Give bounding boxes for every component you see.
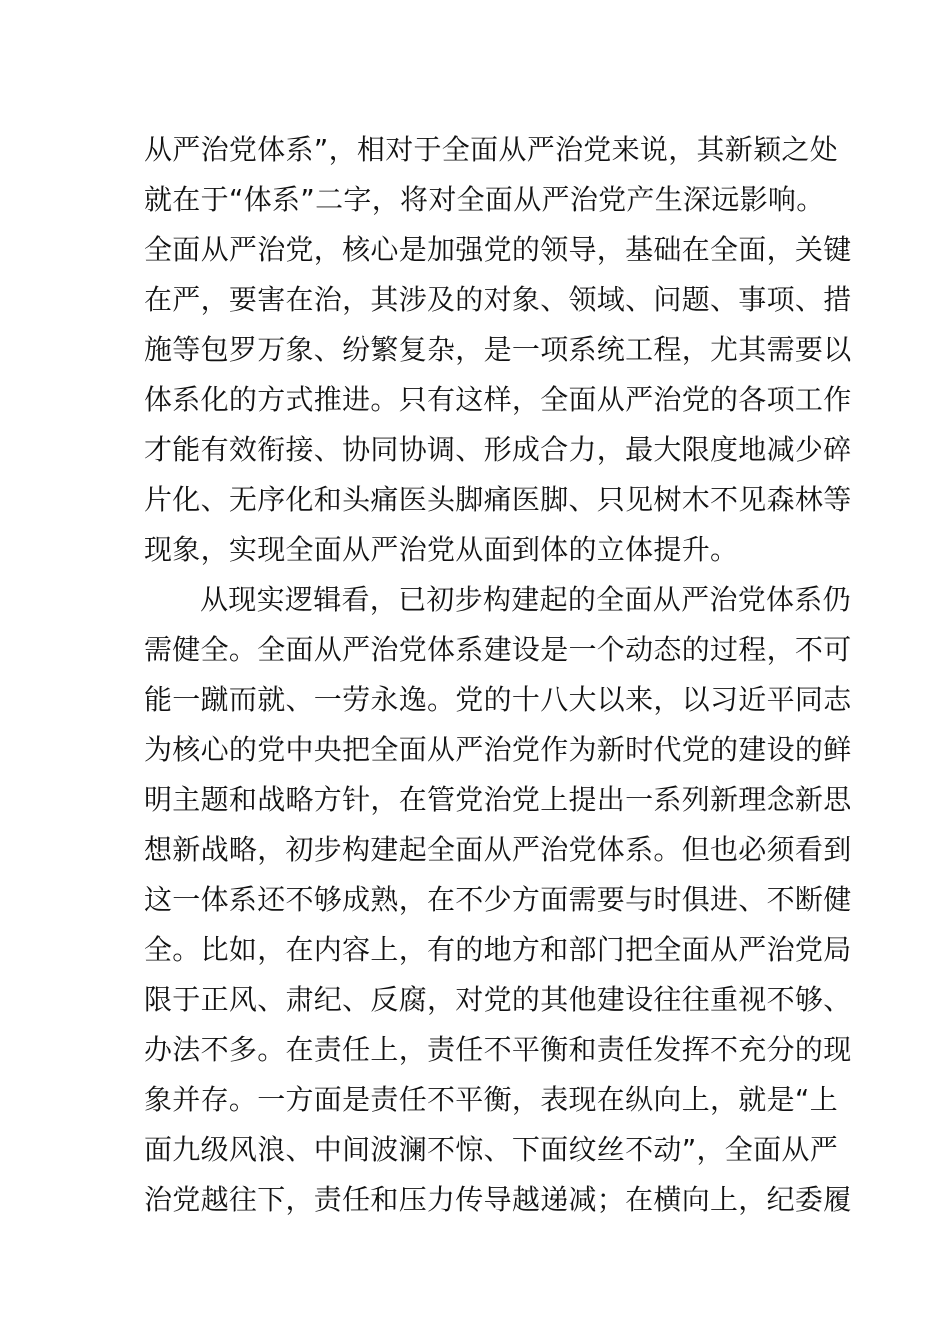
text-line: 象并存。一方面是责任不平衡，表现在纵向上，就是“上: [144, 1083, 839, 1116]
text-line: 体系化的方式推进。只有这样，全面从严治党的各项工作: [144, 383, 852, 416]
text-line: 在严，要害在治，其涉及的对象、领域、问题、事项、措: [144, 283, 852, 316]
text-line: 限于正风、肃纪、反腐，对党的其他建设往往重视不够、: [144, 983, 852, 1016]
text-line: 这一体系还不够成熟，在不少方面需要与时俱进、不断健: [144, 883, 852, 916]
text-line: 施等包罗万象、纷繁复杂，是一项系统工程，尤其需要以: [144, 333, 852, 366]
text-line: 明主题和战略方针，在管党治党上提出一系列新理念新思: [144, 783, 852, 816]
text-line: 就在于“体系”二字，将对全面从严治党产生深远影响。: [144, 183, 825, 216]
text-line: 片化、无序化和头痛医头脚痛医脚、只见树木不见森林等: [144, 483, 852, 516]
text-line: 需健全。全面从严治党体系建设是一个动态的过程，不可: [144, 633, 852, 666]
body-text: [144, 125, 852, 1225]
text-line: 能一蹴而就、一劳永逸。党的十八大以来，以习近平同志: [144, 683, 852, 716]
text-line: 想新战略，初步构建起全面从严治党体系。但也必须看到: [144, 833, 852, 866]
text-line: 从严治党体系”，相对于全面从严治党来说，其新颖之处: [144, 133, 839, 166]
text-line: 面九级风浪、中间波澜不惊、下面纹丝不动”，全面从严: [144, 1133, 839, 1166]
text-line: 为核心的党中央把全面从严治党作为新时代党的建设的鲜: [144, 733, 852, 766]
text-line: 全。比如，在内容上，有的地方和部门把全面从严治党局: [144, 933, 852, 966]
text-line: 办法不多。在责任上，责任不平衡和责任发挥不充分的现: [144, 1033, 852, 1066]
text-line: 治党越往下，责任和压力传导越递减；在横向上，纪委履: [144, 1183, 852, 1216]
text-line: 全面从严治党，核心是加强党的领导，基础在全面，关键: [144, 233, 852, 266]
text-line: 才能有效衔接、协同协调、形成合力，最大限度地减少碎: [144, 433, 852, 466]
text-line: 现象，实现全面从严治党从面到体的立体提升。: [144, 533, 739, 566]
paragraph-first-line: 从现实逻辑看，已初步构建起的全面从严治党体系仍: [200, 583, 851, 616]
